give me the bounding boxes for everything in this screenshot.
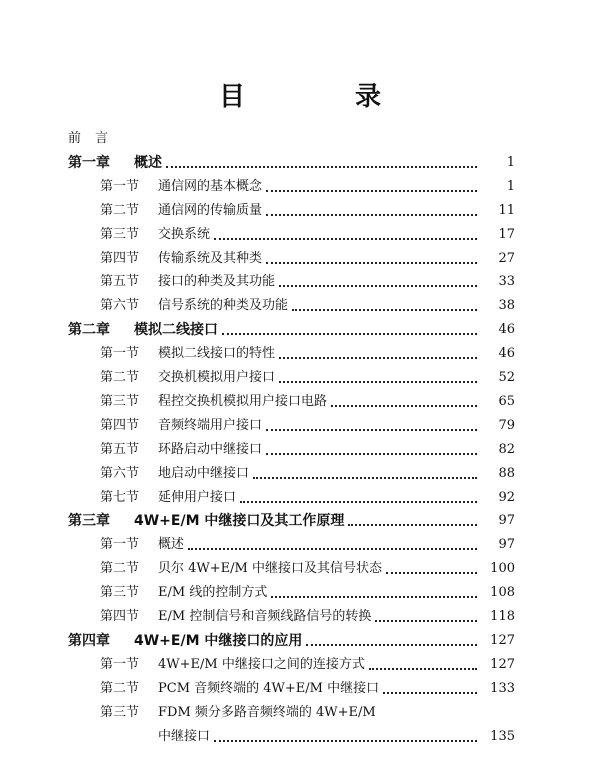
toc-entry-row (0, 461, 515, 483)
toc-entry-number: 第四节 (100, 609, 140, 624)
toc-entry-row (0, 365, 515, 387)
dot-leader (331, 404, 477, 407)
toc-entry-row (0, 556, 515, 578)
toc-page-number: 92 (498, 489, 515, 505)
dot-leader (271, 595, 477, 598)
toc-entry-number: 第七节 (100, 489, 140, 505)
toc-entry-row (0, 700, 515, 722)
toc-entry-title: FDM 频分多路音频终端的 4W+E/M (158, 704, 376, 720)
toc-entry-title: 接口的种类及其功能 (158, 274, 276, 290)
toc-entry-title: 4W+E/M 中继接口之间的连接方式 (158, 656, 365, 672)
toc-page-number: 97 (498, 537, 515, 553)
toc-page-number: 38 (498, 298, 515, 314)
dot-leader (292, 308, 477, 311)
toc-entry-row (0, 293, 515, 315)
toc-entry-number: 第一节 (100, 346, 140, 362)
toc-page-number: 1 (506, 178, 515, 194)
toc-entry-row (0, 437, 515, 459)
toc-entry-number: 第二节 (100, 561, 140, 577)
toc-entry-number: 第二节 (100, 680, 140, 696)
toc-entry-row (0, 174, 515, 196)
toc-entry-title: 延伸用户接口 (158, 489, 237, 505)
toc-entry-number: 第一节 (100, 178, 140, 194)
toc-entry-number: 第一节 (100, 656, 140, 672)
dot-leader (348, 523, 477, 526)
toc-entry-title: 地启动中继接口 (158, 465, 250, 481)
dot-leader (279, 356, 477, 359)
toc-page-number: 127 (490, 632, 515, 648)
toc-entry-number: 第二节 (100, 202, 140, 218)
page-title: 目 录 (218, 82, 423, 112)
dot-leader (375, 619, 477, 622)
dot-leader (240, 500, 477, 503)
dot-leader (266, 428, 477, 431)
dot-leader (166, 165, 477, 168)
toc-page-number: 27 (498, 250, 515, 266)
toc-page-number: 82 (498, 441, 515, 457)
dot-leader (266, 452, 477, 455)
toc-chapter-row (0, 150, 515, 172)
toc-entry-number: 第三节 (100, 704, 140, 720)
toc-entry-row (0, 485, 515, 507)
toc-preface-row (0, 126, 515, 148)
toc-chapter-row (0, 508, 515, 530)
toc-page-number: 52 (498, 370, 515, 385)
toc-entry-number: 第三节 (100, 585, 140, 601)
toc-page-number: 127 (490, 656, 515, 672)
toc-entry-title: 音频终端用户接口 (158, 417, 263, 433)
toc-entry-row (0, 389, 515, 411)
toc-entry-number: 第六节 (100, 298, 140, 314)
toc-page-number: 46 (498, 322, 515, 338)
toc-entry-title: 概述 (158, 537, 185, 553)
dot-leader (222, 332, 477, 335)
toc-entry-row (0, 341, 515, 363)
toc-chapter-row (0, 628, 515, 650)
toc-entry-title: 中继接口 (158, 728, 211, 744)
toc-entry-title: 交换系统 (158, 226, 211, 242)
toc-entry-number: 第六节 (100, 465, 140, 481)
toc-page-number: 33 (498, 274, 515, 290)
dot-leader (306, 643, 477, 646)
toc-entry-title: PCM 音频终端的 4W+E/M 中继接口 (158, 680, 380, 696)
toc-entry-row (0, 413, 515, 435)
toc-entry-title: 概述 (134, 154, 162, 171)
toc-entry-title: E/M 控制信号和音频线路信号的转换 (158, 609, 372, 624)
toc-entry-title: E/M 线的控制方式 (158, 585, 268, 601)
toc-page-number: 88 (498, 465, 515, 481)
toc-entry-title: 信号系统的种类及功能 (158, 298, 289, 314)
toc-chapter-row (0, 317, 515, 339)
toc-entry-number: 第五节 (100, 274, 140, 290)
toc-entry-title: 通信网的传输质量 (158, 202, 263, 218)
dot-leader (279, 284, 477, 287)
dot-leader (188, 547, 477, 550)
toc-entry-number: 第四章 (68, 632, 110, 649)
dot-leader (369, 667, 477, 670)
toc-entry-row (0, 652, 515, 674)
toc-entry-number: 第三节 (100, 393, 140, 409)
toc-entry-number: 第一章 (68, 154, 110, 171)
dot-leader (266, 261, 477, 264)
dot-leader (214, 237, 477, 240)
dot-leader (266, 213, 477, 216)
toc-entry-title: 4W+E/M 中继接口及其工作原理 (134, 513, 345, 530)
toc-page-number: 11 (498, 202, 515, 218)
toc-entry-title: 贝尔 4W+E/M 中继接口及其信号状态 (158, 561, 382, 577)
toc-entry-title: 环路启动中继接口 (158, 441, 263, 457)
toc-entry-number: 第一节 (100, 537, 140, 553)
toc-entry-number: 第三章 (68, 513, 110, 530)
dot-leader (214, 739, 477, 742)
toc-page-number: 17 (498, 226, 515, 242)
toc-page-number: 133 (490, 680, 515, 696)
toc-page-number: 108 (490, 585, 515, 601)
toc-entry-row (0, 246, 515, 268)
toc-entry-number: 第三节 (100, 226, 140, 242)
dot-leader (266, 189, 477, 192)
toc-entry-row (0, 580, 515, 602)
toc-page-number: 46 (498, 346, 515, 362)
dot-leader (383, 691, 477, 694)
toc-entry-number: 第二章 (68, 322, 110, 339)
toc-entry-number: 第四节 (100, 250, 140, 266)
toc-entry-title: 模拟二线接口 (134, 322, 218, 339)
toc-entry-title: 传输系统及其种类 (158, 250, 263, 266)
toc-entry-row (0, 269, 515, 291)
toc-entry-row (0, 222, 515, 244)
toc-entry-row (0, 604, 515, 626)
toc-entry-number: 第五节 (100, 441, 140, 457)
toc-entry-row (0, 532, 515, 554)
toc-page-number: 135 (490, 728, 515, 744)
toc-entry-number: 第二节 (100, 370, 140, 385)
toc-entry-number: 第四节 (100, 417, 140, 433)
toc-page-number: 100 (490, 561, 515, 577)
table-of-contents (0, 126, 600, 766)
toc-entry-number: 前言 (68, 131, 123, 146)
dot-leader (279, 380, 477, 383)
toc-page-number: 79 (498, 417, 515, 433)
toc-entry-row (0, 676, 515, 698)
toc-entry-title: 4W+E/M 中继接口的应用 (134, 632, 303, 649)
toc-entry-row (0, 724, 515, 746)
toc-entry-row (0, 198, 515, 220)
toc-entry-title: 交换机模拟用户接口 (158, 370, 276, 385)
toc-entry-title: 通信网的基本概念 (158, 178, 263, 194)
dot-leader (253, 476, 477, 479)
toc-page-number: 1 (506, 154, 515, 170)
toc-entry-title: 程控交换机模拟用户接口电路 (158, 393, 328, 409)
toc-entry-title: 模拟二线接口的特性 (158, 346, 276, 362)
toc-page-number: 65 (498, 393, 515, 409)
dot-leader (386, 571, 477, 574)
toc-page-number: 97 (498, 513, 515, 529)
toc-page-number: 118 (490, 609, 515, 624)
